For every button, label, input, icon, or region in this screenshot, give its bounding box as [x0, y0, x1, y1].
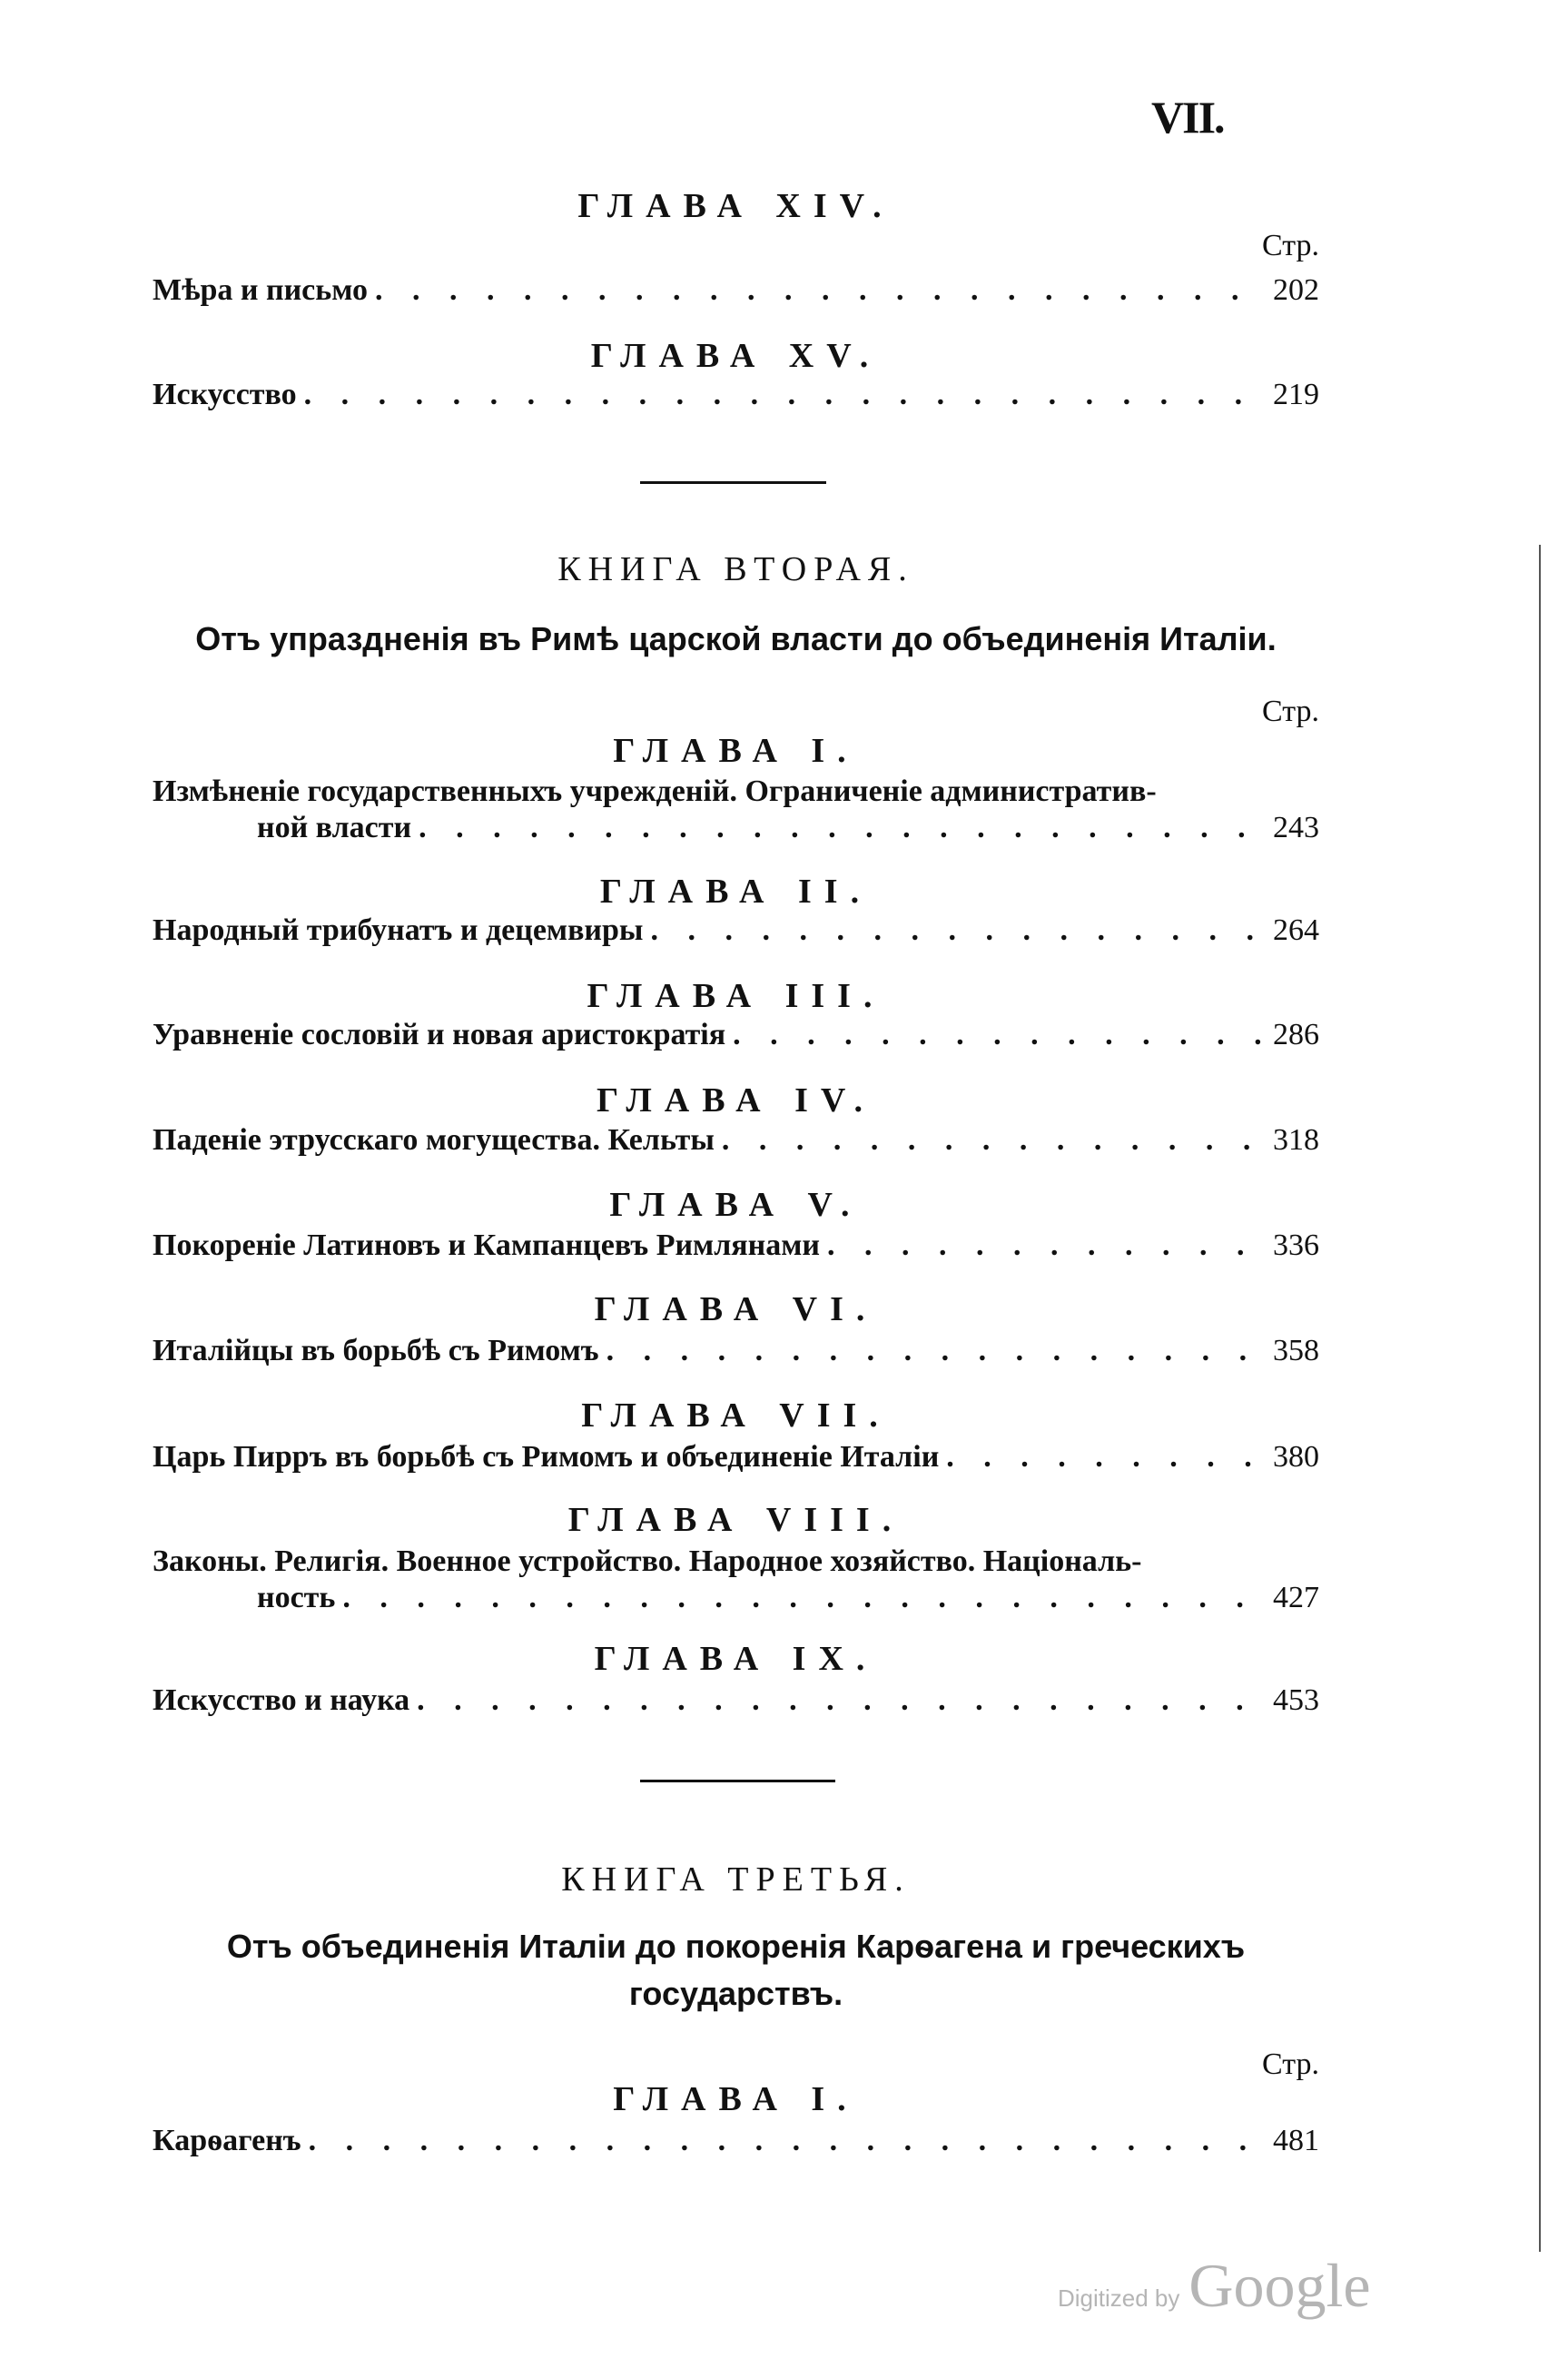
page-column-label: Стр.	[1261, 695, 1319, 728]
entry-title: Искусство	[153, 378, 297, 411]
chapter-heading: ГЛАВА VIII.	[567, 1501, 904, 1539]
leader-dots	[650, 913, 1266, 949]
page-column-label: Стр.	[1261, 229, 1319, 262]
entry-title: Карѳагенъ	[153, 2124, 301, 2157]
entry-page: 286	[1273, 1018, 1319, 1051]
digitized-watermark	[1058, 2250, 1371, 2322]
toc-entry	[153, 272, 1319, 309]
entry-page: 380	[1273, 1440, 1319, 1474]
book-subtitle-line: государствъ.	[628, 1975, 843, 2012]
entry-title-continued: ной власти	[257, 811, 412, 844]
entry-title: Измѣненіе государственныхъ учрежденій. Ограниченіе административ-	[153, 775, 1157, 808]
chapter-heading: ГЛАВА I.	[613, 2080, 859, 2118]
entry-title: Царь Пирръ въ борьбѣ съ Римомъ и объединеніе Италіи	[153, 1440, 940, 1474]
chapter-heading: ГЛАВА XV.	[590, 337, 882, 375]
entry-page: 481	[1273, 2124, 1319, 2157]
toc-entry	[153, 2123, 1319, 2159]
toc-entry	[153, 1228, 1319, 1264]
book-subtitle-line: Отъ объединенія Италіи до покоренія Карѳагена и греческихъ	[226, 1928, 1246, 1965]
entry-title-continued: ность	[257, 1581, 336, 1614]
toc-entry	[153, 774, 1319, 846]
leader-dots	[946, 1439, 1266, 1475]
chapter-heading: ГЛАВА II.	[599, 873, 873, 911]
entry-title: Мѣра и письмо	[153, 273, 368, 307]
page-column-label: Стр.	[1261, 2047, 1319, 2081]
entry-title: Италійцы въ борьбѣ съ Римомъ	[153, 1334, 599, 1367]
entry-page: 427	[1273, 1581, 1319, 1614]
leader-dots	[606, 1333, 1266, 1369]
leader-dots	[375, 272, 1266, 309]
section-divider	[640, 1780, 835, 1782]
toc-entry	[153, 913, 1319, 949]
toc-entry	[153, 1439, 1319, 1475]
chapter-heading: ГЛАВА I.	[613, 732, 859, 770]
leader-dots	[417, 1682, 1266, 1719]
leader-dots	[722, 1122, 1266, 1159]
leader-dots	[309, 2123, 1266, 2159]
chapter-heading: ГЛАВА VI.	[594, 1290, 878, 1328]
entry-title: Паденіе этрусскаго могущества. Кельты	[153, 1123, 715, 1157]
toc-entry	[153, 1122, 1319, 1159]
chapter-heading: ГЛАВА XIV.	[577, 187, 894, 225]
entry-page: 453	[1273, 1683, 1319, 1717]
entry-page: 264	[1273, 913, 1319, 947]
watermark-prefix: Digitized by	[1058, 2284, 1180, 2312]
chapter-heading: ГЛАВА VII.	[581, 1396, 891, 1435]
chapter-heading: ГЛАВА V.	[609, 1186, 863, 1224]
entry-title: Уравненіе сословій и новая аристократія	[153, 1018, 726, 1051]
toc-entry	[153, 1333, 1319, 1369]
entry-page: 219	[1273, 378, 1319, 411]
entry-page: 243	[1273, 811, 1319, 844]
page-number: VII.	[1151, 92, 1224, 143]
section-divider	[640, 481, 826, 484]
book-subtitle: Отъ упраздненія въ Римѣ царской власти до объединенія Италіи.	[195, 620, 1277, 657]
entry-title: Законы. Религія. Военное устройство. Народное хозяйство. Національ-	[153, 1544, 1142, 1578]
entry-page: 318	[1273, 1123, 1319, 1157]
entry-title: Народный трибунатъ и децемвиры	[153, 913, 644, 947]
scan-edge-line	[1539, 545, 1541, 2252]
google-logo: Google	[1188, 2251, 1371, 2320]
book-title: КНИГА ВТОРАЯ.	[557, 550, 914, 588]
entry-title: Покореніе Латиновъ и Кампанцевъ Римлянами	[153, 1228, 821, 1262]
toc-entry	[153, 377, 1319, 413]
book-subtitle	[153, 1923, 1319, 2018]
leader-dots	[304, 377, 1266, 413]
chapter-heading: ГЛАВА IV.	[597, 1081, 875, 1120]
entry-page: 202	[1273, 273, 1319, 307]
entry-page: 336	[1273, 1228, 1319, 1262]
toc-entry	[153, 1682, 1319, 1719]
leader-dots	[827, 1228, 1266, 1264]
entry-title: Искусство и наука	[153, 1683, 410, 1717]
book-title: КНИГА ТРЕТЬЯ.	[561, 1860, 911, 1899]
leader-dots	[342, 1580, 1266, 1616]
leader-dots	[419, 810, 1266, 846]
leader-dots	[733, 1017, 1266, 1053]
chapter-heading: ГЛАВА IX.	[594, 1640, 878, 1678]
chapter-heading: ГЛАВА III.	[587, 977, 885, 1015]
toc-entry	[153, 1544, 1319, 1616]
toc-entry	[153, 1017, 1319, 1053]
entry-page: 358	[1273, 1334, 1319, 1367]
